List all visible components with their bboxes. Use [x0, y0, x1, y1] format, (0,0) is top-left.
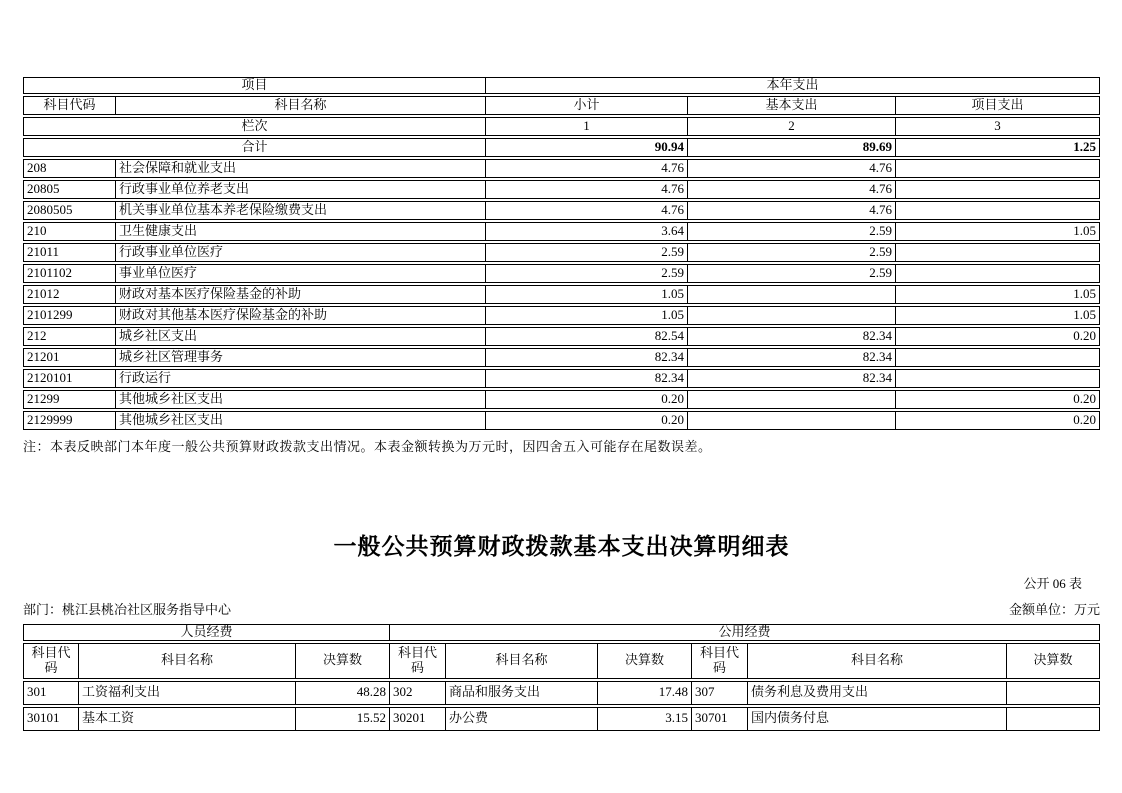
- cell-name: 行政事业单位养老支出: [116, 180, 486, 199]
- cell-amount: [896, 180, 1100, 199]
- basic-expenditure-detail-table: [23, 622, 1100, 733]
- unit-label: 金额单位：万元: [1008, 602, 1100, 617]
- cell-name: 机关事业单位基本养老保险缴费支出: [116, 201, 486, 220]
- cell-amount: 4.76: [486, 201, 688, 220]
- table-row: [23, 222, 1100, 241]
- table-note: 注：本表反映部门本年度一般公共预算财政拨款支出情况。本表金额转换为万元时，因四舍五入可能存在尾数误差。: [23, 439, 712, 454]
- header-subject-code: 科目代码: [23, 96, 116, 115]
- column-index-3: 3: [896, 117, 1100, 136]
- cell-code: 307: [692, 681, 748, 705]
- department-label: 部门：桃江县桃冶社区服务指导中心: [23, 602, 232, 617]
- cell-amount: 1.05: [896, 285, 1100, 304]
- cell-code: 2120101: [23, 369, 116, 388]
- cell-name: 财政对基本医疗保险基金的补助: [116, 285, 486, 304]
- cell-amount: 48.28: [296, 681, 390, 705]
- cell-amount: [896, 243, 1100, 262]
- cell-code: 21012: [23, 285, 116, 304]
- header-project-expense: 项目支出: [896, 96, 1100, 115]
- header-final-amount: 决算数: [1007, 643, 1100, 679]
- cell-amount: 2.59: [688, 222, 896, 241]
- cell-code: 21299: [23, 390, 116, 409]
- cell-name: 行政事业单位医疗: [116, 243, 486, 262]
- header-basic-expense: 基本支出: [688, 96, 896, 115]
- cell-amount: 82.34: [688, 327, 896, 346]
- cell-code: 20805: [23, 180, 116, 199]
- total-label: 合计: [23, 138, 486, 157]
- header-subject-name: 科目名称: [748, 643, 1007, 679]
- cell-name: 办公费: [446, 707, 598, 731]
- table-row: [23, 681, 1100, 705]
- cell-amount: 1.05: [896, 222, 1100, 241]
- cell-name: 事业单位医疗: [116, 264, 486, 283]
- header-subject-name: 科目名称: [446, 643, 598, 679]
- table-row: [23, 243, 1100, 262]
- cell-amount: 0.20: [896, 390, 1100, 409]
- cell-amount: [1007, 707, 1100, 731]
- cell-code: 21011: [23, 243, 116, 262]
- cell-name: 行政运行: [116, 369, 486, 388]
- cell-code: 30201: [390, 707, 446, 731]
- cell-amount: 82.34: [688, 348, 896, 367]
- general-budget-expenditure-table: [23, 75, 1100, 432]
- cell-amount: [896, 159, 1100, 178]
- cell-amount: 4.76: [486, 180, 688, 199]
- cell-name: 其他城乡社区支出: [116, 390, 486, 409]
- cell-amount: 3.15: [598, 707, 692, 731]
- header-subject-name: 科目名称: [79, 643, 296, 679]
- table-row: [23, 327, 1100, 346]
- cell-code: 210: [23, 222, 116, 241]
- cell-code: 301: [23, 681, 79, 705]
- group-personnel-funds: 人员经费: [23, 624, 390, 641]
- cell-name: 城乡社区管理事务: [116, 348, 486, 367]
- cell-name: 卫生健康支出: [116, 222, 486, 241]
- meta-row: [23, 599, 1100, 618]
- cell-amount: 0.20: [896, 411, 1100, 430]
- column-index-label: 栏次: [23, 117, 486, 136]
- total-subtotal: 90.94: [486, 138, 688, 157]
- cell-code: 2129999: [23, 411, 116, 430]
- cell-amount: 82.34: [486, 369, 688, 388]
- cell-name: 财政对其他基本医疗保险基金的补助: [116, 306, 486, 325]
- cell-code: 2080505: [23, 201, 116, 220]
- header-final-amount: 决算数: [296, 643, 390, 679]
- header-subject-code: 科目代码: [692, 643, 748, 679]
- column-index-row: [23, 117, 1100, 136]
- cell-amount: 82.34: [688, 369, 896, 388]
- table-row: [23, 390, 1100, 409]
- header-subtotal: 小计: [486, 96, 688, 115]
- cell-amount: 82.34: [486, 348, 688, 367]
- total-row: [23, 138, 1100, 157]
- cell-name: 商品和服务支出: [446, 681, 598, 705]
- cell-amount: 4.76: [688, 159, 896, 178]
- cell-amount: 2.59: [486, 264, 688, 283]
- cell-code: 2101102: [23, 264, 116, 283]
- cell-amount: [896, 264, 1100, 283]
- cell-amount: [896, 348, 1100, 367]
- cell-amount: 0.20: [896, 327, 1100, 346]
- cell-code: 21201: [23, 348, 116, 367]
- cell-amount: 1.05: [896, 306, 1100, 325]
- cell-amount: [688, 285, 896, 304]
- cell-code: 302: [390, 681, 446, 705]
- header-year-expense-group: 本年支出: [486, 77, 1100, 94]
- cell-amount: 0.20: [486, 390, 688, 409]
- cell-code: 212: [23, 327, 116, 346]
- table-row: [23, 348, 1100, 367]
- column-index-1: 1: [486, 117, 688, 136]
- total-basic: 89.69: [688, 138, 896, 157]
- group-public-funds: 公用经费: [390, 624, 1100, 641]
- table-row: [23, 201, 1100, 220]
- cell-code: 208: [23, 159, 116, 178]
- header-subject-code: 科目代码: [390, 643, 446, 679]
- table-row: [23, 411, 1100, 430]
- cell-amount: 17.48: [598, 681, 692, 705]
- cell-amount: 4.76: [688, 180, 896, 199]
- cell-amount: 1.05: [486, 306, 688, 325]
- total-project: 1.25: [896, 138, 1100, 157]
- header-row-columns: [23, 96, 1100, 115]
- cell-amount: 2.59: [486, 243, 688, 262]
- table-number-label: 公开 06 表: [1023, 576, 1082, 591]
- cell-code: 2101299: [23, 306, 116, 325]
- table-row: [23, 306, 1100, 325]
- cell-amount: 2.59: [688, 264, 896, 283]
- header-row-groups: [23, 77, 1100, 94]
- header-subject-name: 科目名称: [116, 96, 486, 115]
- cell-name: 社会保障和就业支出: [116, 159, 486, 178]
- header-project-group: 项目: [23, 77, 486, 94]
- cell-amount: [1007, 681, 1100, 705]
- cell-name: 城乡社区支出: [116, 327, 486, 346]
- cell-code: 30701: [692, 707, 748, 731]
- page-title: 一般公共预算财政拨款基本支出决算明细表: [333, 533, 790, 559]
- cell-name: 国内债务付息: [748, 707, 1007, 731]
- expense-group-row: [23, 624, 1100, 641]
- cell-name: 基本工资: [79, 707, 296, 731]
- cell-amount: [688, 411, 896, 430]
- cell-amount: [688, 306, 896, 325]
- cell-amount: 3.64: [486, 222, 688, 241]
- cell-name: 债务利息及费用支出: [748, 681, 1007, 705]
- header-subject-code: 科目代码: [23, 643, 79, 679]
- table-row: [23, 264, 1100, 283]
- cell-amount: [896, 201, 1100, 220]
- cell-name: 其他城乡社区支出: [116, 411, 486, 430]
- table-row: [23, 707, 1100, 731]
- table-row: [23, 369, 1100, 388]
- table-row: [23, 285, 1100, 304]
- cell-amount: 4.76: [486, 159, 688, 178]
- detail-header-row: [23, 643, 1100, 679]
- cell-amount: 2.59: [688, 243, 896, 262]
- cell-amount: 0.20: [486, 411, 688, 430]
- table-row: [23, 159, 1100, 178]
- cell-name: 工资福利支出: [79, 681, 296, 705]
- cell-amount: 1.05: [486, 285, 688, 304]
- cell-amount: 82.54: [486, 327, 688, 346]
- header-final-amount: 决算数: [598, 643, 692, 679]
- cell-amount: [688, 390, 896, 409]
- cell-amount: 4.76: [688, 201, 896, 220]
- column-index-2: 2: [688, 117, 896, 136]
- table-row: [23, 180, 1100, 199]
- cell-code: 30101: [23, 707, 79, 731]
- cell-amount: [896, 369, 1100, 388]
- cell-amount: 15.52: [296, 707, 390, 731]
